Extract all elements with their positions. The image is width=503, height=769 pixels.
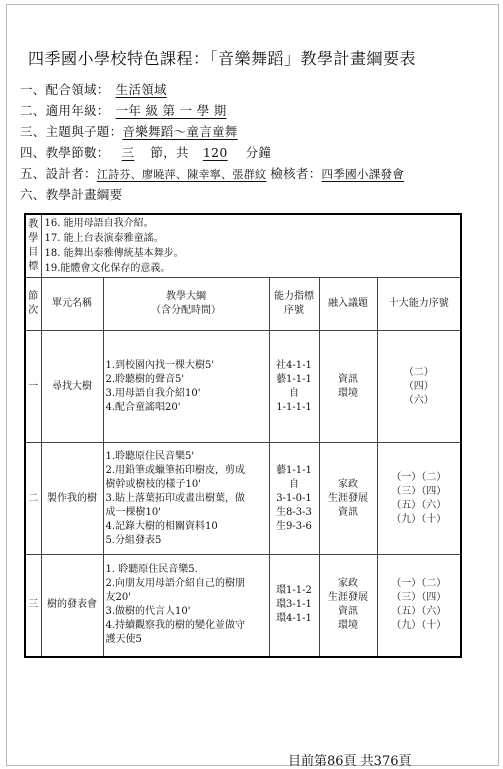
periods-label: 四、教學節數： bbox=[20, 145, 110, 160]
theme-value: 音樂舞蹈～童言童舞 bbox=[122, 124, 238, 139]
section-number: 二 bbox=[25, 443, 41, 555]
meta-designer bbox=[20, 164, 404, 182]
checker-value: 四季國小課發會 bbox=[321, 167, 405, 181]
meta-periods bbox=[20, 143, 271, 161]
goal-item: 18. 能舞出泰雅傳統基本舞步。 bbox=[44, 248, 184, 259]
domain-value: 生活領域 bbox=[115, 82, 167, 97]
header-section: 節 次 bbox=[25, 278, 41, 331]
designer-label: 五、設計者： bbox=[20, 166, 97, 181]
header-outline: 教學大綱 （含分配時間） bbox=[103, 278, 269, 331]
table-row bbox=[25, 555, 461, 657]
section-number: 三 bbox=[25, 555, 41, 657]
header-row bbox=[25, 278, 461, 331]
table-row bbox=[25, 443, 461, 555]
issues-cell: 家政 生涯發展 資訊 環境 bbox=[319, 555, 377, 657]
document-title: 四季國小學校特色課程：「音樂舞蹈」教學計畫綱要表 bbox=[28, 49, 417, 68]
unit-name: 尋找大樹 bbox=[41, 331, 103, 443]
meta-theme bbox=[20, 122, 238, 140]
competency-cell: （一）（二） （三）（四） （五）（六） （九）（十） bbox=[377, 555, 461, 657]
goals-cell bbox=[41, 214, 461, 278]
grade-value: 一年 級 第 一 學 期 bbox=[115, 103, 227, 118]
competency-cell: （二） （四） （六） bbox=[377, 331, 461, 443]
goals-row bbox=[25, 214, 461, 278]
goal-item: 17. 能上台表演泰雅童謠。 bbox=[44, 233, 164, 244]
indicator-cell: 環1-1-2 環3-1-1 環4-1-1 bbox=[269, 555, 319, 657]
competency-cell: （一）（二） （三）（四） （五）（六） （九）（十） bbox=[377, 443, 461, 555]
designer-value: 江詩芬、廖曉萍、陳幸寧、張群紋 bbox=[96, 168, 267, 181]
goal-item: 16. 能用母語自我介紹。 bbox=[44, 218, 154, 229]
checker-label: 檢核者： bbox=[270, 166, 322, 181]
header-indicator: 能力指標 序號 bbox=[269, 278, 319, 331]
issues-cell: 家政 生涯發展 資訊 bbox=[319, 443, 377, 555]
indicator-cell: 藝1-1-1 自 3-1-0-1 生8-3-3 生9-3-6 bbox=[269, 443, 319, 555]
outline-cell: 1. 聆聽原住民音樂5. 2.向朋友用母語介紹自己的樹朋 友20' 3.做樹的代言人10' 4.持續觀察我的樹的變化並做守 護天使5 bbox=[103, 555, 269, 657]
domain-label: 一、配合領域： bbox=[20, 82, 110, 97]
table-row bbox=[25, 331, 461, 443]
goal-item: 19.能體會文化保存的意義。 bbox=[44, 263, 171, 274]
grade-label: 二、適用年級： bbox=[20, 103, 110, 118]
meta-grade bbox=[20, 101, 237, 119]
periods-mid: 節，共 bbox=[150, 145, 189, 160]
meta-domain bbox=[20, 80, 181, 98]
minutes-value: 120 bbox=[202, 145, 228, 160]
issues-cell: 資訊 環境 bbox=[319, 331, 377, 443]
outline-cell: 1.到校園內找一棵大樹5' 2.聆聽樹的聲音5' 3.用母語自我介紹10' 4.配合童謠唱20' bbox=[103, 331, 269, 443]
periods-value: 三 bbox=[121, 145, 135, 160]
header-issues: 融入議題 bbox=[319, 278, 377, 331]
indicator-cell: 社4-1-1 藝1-1-1 自 1-1-1-1 bbox=[269, 331, 319, 443]
minutes-unit: 分鐘 bbox=[245, 145, 272, 160]
unit-name: 樹的發表會 bbox=[41, 555, 103, 657]
curriculum-table bbox=[24, 213, 462, 658]
header-competency: 十大能力序號 bbox=[377, 278, 461, 331]
outline-cell: 1.聆聽原住民音樂5' 2.用鉛筆或蠟筆拓印樹皮，剪成 樹幹或樹枝的樣子10' 3.貼上落葉拓印或畫出樹葉，做 成一棵樹10' 4.記錄大樹的相關資料10 5.分組發表5 bbox=[103, 443, 269, 555]
theme-label: 三、主題與子題： bbox=[20, 124, 123, 139]
header-unit: 單元名稱 bbox=[41, 278, 103, 331]
section-number: 一 bbox=[25, 331, 41, 443]
meta-outline: 六、教學計畫綱要 bbox=[20, 187, 123, 202]
goal-header-cell: 教 學 目 標 bbox=[25, 214, 41, 278]
unit-name: 製作我的樹 bbox=[41, 443, 103, 555]
page-counter: 目前第86頁 共376頁 bbox=[288, 754, 412, 769]
